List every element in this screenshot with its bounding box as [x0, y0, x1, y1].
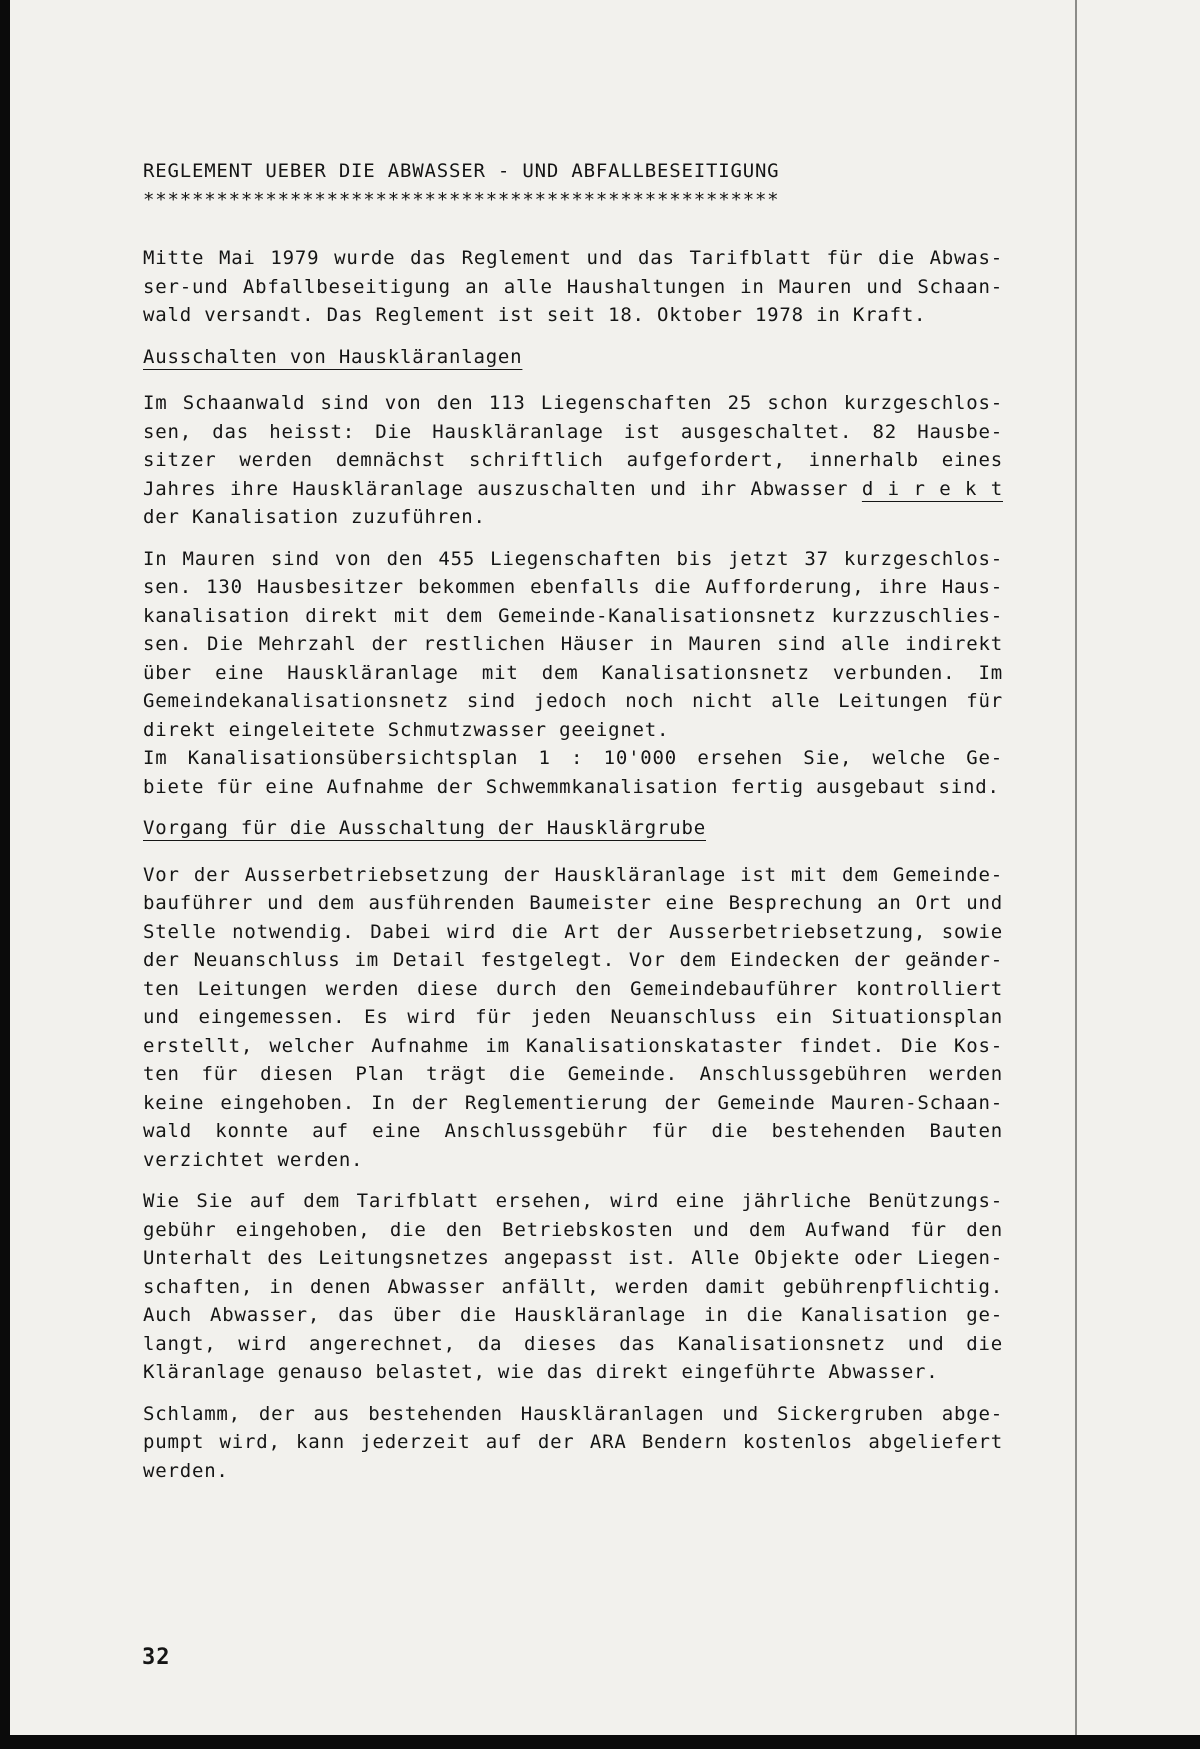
text-line: Auch Abwasser, das über die Hauskläranlage in die Kanalisation ge-: [143, 1304, 1003, 1326]
paragraph: [143, 244, 1003, 330]
text-line: Gemeindekanalisationsnetz sind jedoch noch nicht alle Leitungen für: [143, 690, 1003, 712]
text-line: Kläranlage genauso belastet, wie das direkt eingeführte Abwasser.: [143, 1361, 939, 1383]
text-line: ten für diesen Plan trägt die Gemeinde. Anschlussgebühren werden: [143, 1063, 1003, 1085]
text-line: werden.: [143, 1459, 229, 1482]
text-line: bauführer und dem ausführenden Baumeister eine Besprechung an Ort und: [143, 892, 1003, 914]
paragraph: [143, 861, 1003, 1175]
section-heading: Ausschalten von Hauskläranlagen: [143, 345, 523, 368]
text-line: und eingemessen. Es wird für jeden Neuanschluss ein Situationsplan: [143, 1006, 1003, 1028]
text-line: sen. Die Mehrzahl der restlichen Häuser in Mauren sind alle indirekt: [143, 633, 1003, 655]
text-line: direkt eingeleitete Schmutzwasser geeignet.: [143, 718, 670, 741]
text-line: sen. 130 Hausbesitzer bekommen ebenfalls die Aufforderung, ihre Haus-: [143, 576, 1003, 598]
text-line: ser-und Abfallbeseitigung an alle Haushaltungen in Mauren und Schaan-: [143, 275, 1003, 298]
text-line: der Kanalisation zuzuführen.: [143, 506, 486, 528]
text-line: Vor der Ausserbetriebsetzung der Hauskläranlage ist mit dem Gemeinde-: [143, 863, 1003, 886]
document-body: [143, 244, 1003, 1485]
paragraph: [143, 1187, 1003, 1387]
text-line: Jahres ihre Hauskläranlage auszuschalten und ihr Abwasser d i r e k t: [143, 477, 1003, 500]
text-line: pumpt wird, kann jederzeit auf der ARA Bendern kostenlos abgeliefert: [143, 1431, 1003, 1453]
text-line: wald konnte auf eine Anschlussgebühr für die bestehenden Bauten: [143, 1120, 1003, 1142]
text-line: langt, wird angerechnet, da dieses das Kanalisationsnetz und die: [143, 1332, 1003, 1355]
text-line: über eine Hauskläranlage mit dem Kanalisationsnetz verbunden. Im: [143, 661, 1003, 684]
text-line: keine eingehoben. In der Reglementierung der Gemeinde Mauren-Schaan-: [143, 1091, 1003, 1114]
text-line: Mitte Mai 1979 wurde das Reglement und das Tarifblatt für die Abwas-: [143, 247, 1003, 269]
document-title: REGLEMENT UEBER DIE ABWASSER - UND ABFALLBESEITIGUNG: [143, 160, 780, 182]
text-line: Wie Sie auf dem Tarifblatt ersehen, wird eine jährliche Benützungs-: [143, 1190, 1003, 1212]
left-edge-scan-bar: [0, 0, 10, 1749]
paragraph: [143, 744, 1003, 801]
text-line: Im Schaanwald sind von den 113 Liegenschaften 25 schon kurzgeschlos-: [143, 392, 1003, 414]
text-line: sitzer werden demnächst schriftlich aufgefordert, innerhalb eines: [143, 449, 1003, 471]
text-line: sen, das heisst: Die Hauskläranlage ist ausgeschaltet. 82 Hausbe-: [143, 420, 1003, 443]
text-line: ten Leitungen werden diese durch den Gemeindebauführer kontrolliert: [143, 977, 1003, 1000]
section-heading: Vorgang für die Ausschaltung der Hausklärgrube: [143, 817, 706, 839]
text-line: der Neuanschluss im Detail festgelegt. Vor dem Eindecken der geänder-: [143, 949, 1003, 971]
page-number: 32: [142, 1645, 171, 1670]
title-underline: ****************************************************: [143, 188, 780, 211]
text-line: schaften, in denen Abwasser anfällt, werden damit gebührenpflichtig.: [143, 1275, 1003, 1298]
text-line: verzichtet werden.: [143, 1148, 364, 1171]
text-line: wald versandt. Das Reglement ist seit 18. Oktober 1978 in Kraft.: [143, 304, 927, 326]
paragraph: [143, 545, 1003, 745]
text-line: gebühr eingehoben, die den Betriebskosten und dem Aufwand für den: [143, 1218, 1003, 1241]
text-line: biete für eine Aufnahme der Schwemmkanalisation fertig ausgebaut sind.: [143, 775, 1000, 798]
underlined-emphasis: d i r e k t: [861, 477, 1003, 500]
text-line: Stelle notwendig. Dabei wird die Art der Ausserbetriebsetzung, sowie: [143, 920, 1003, 943]
paragraph: [143, 389, 1003, 532]
text-line: In Mauren sind von den 455 Liegenschaften bis jetzt 37 kurzgeschlos-: [143, 547, 1003, 570]
paragraph: [143, 1400, 1003, 1486]
text-line: erstellt, welcher Aufnahme im Kanalisationskataster findet. Die Kos-: [143, 1034, 1003, 1057]
bottom-edge-scan-bar: [0, 1735, 1200, 1749]
text-line: kanalisation direkt mit dem Gemeinde-Kanalisationsnetz kurzzuschlies-: [143, 604, 1003, 627]
right-edge-line: [1075, 0, 1077, 1749]
text-line: Unterhalt des Leitungsnetzes angepasst ist. Alle Objekte oder Liegen-: [143, 1247, 1003, 1269]
text-line: Im Kanalisationsübersichtsplan 1 : 10'000 ersehen Sie, welche Ge-: [143, 747, 1003, 769]
scan-page: [143, 157, 1003, 1498]
text-line: Schlamm, der aus bestehenden Hauskläranlagen und Sickergruben abge-: [143, 1402, 1003, 1425]
